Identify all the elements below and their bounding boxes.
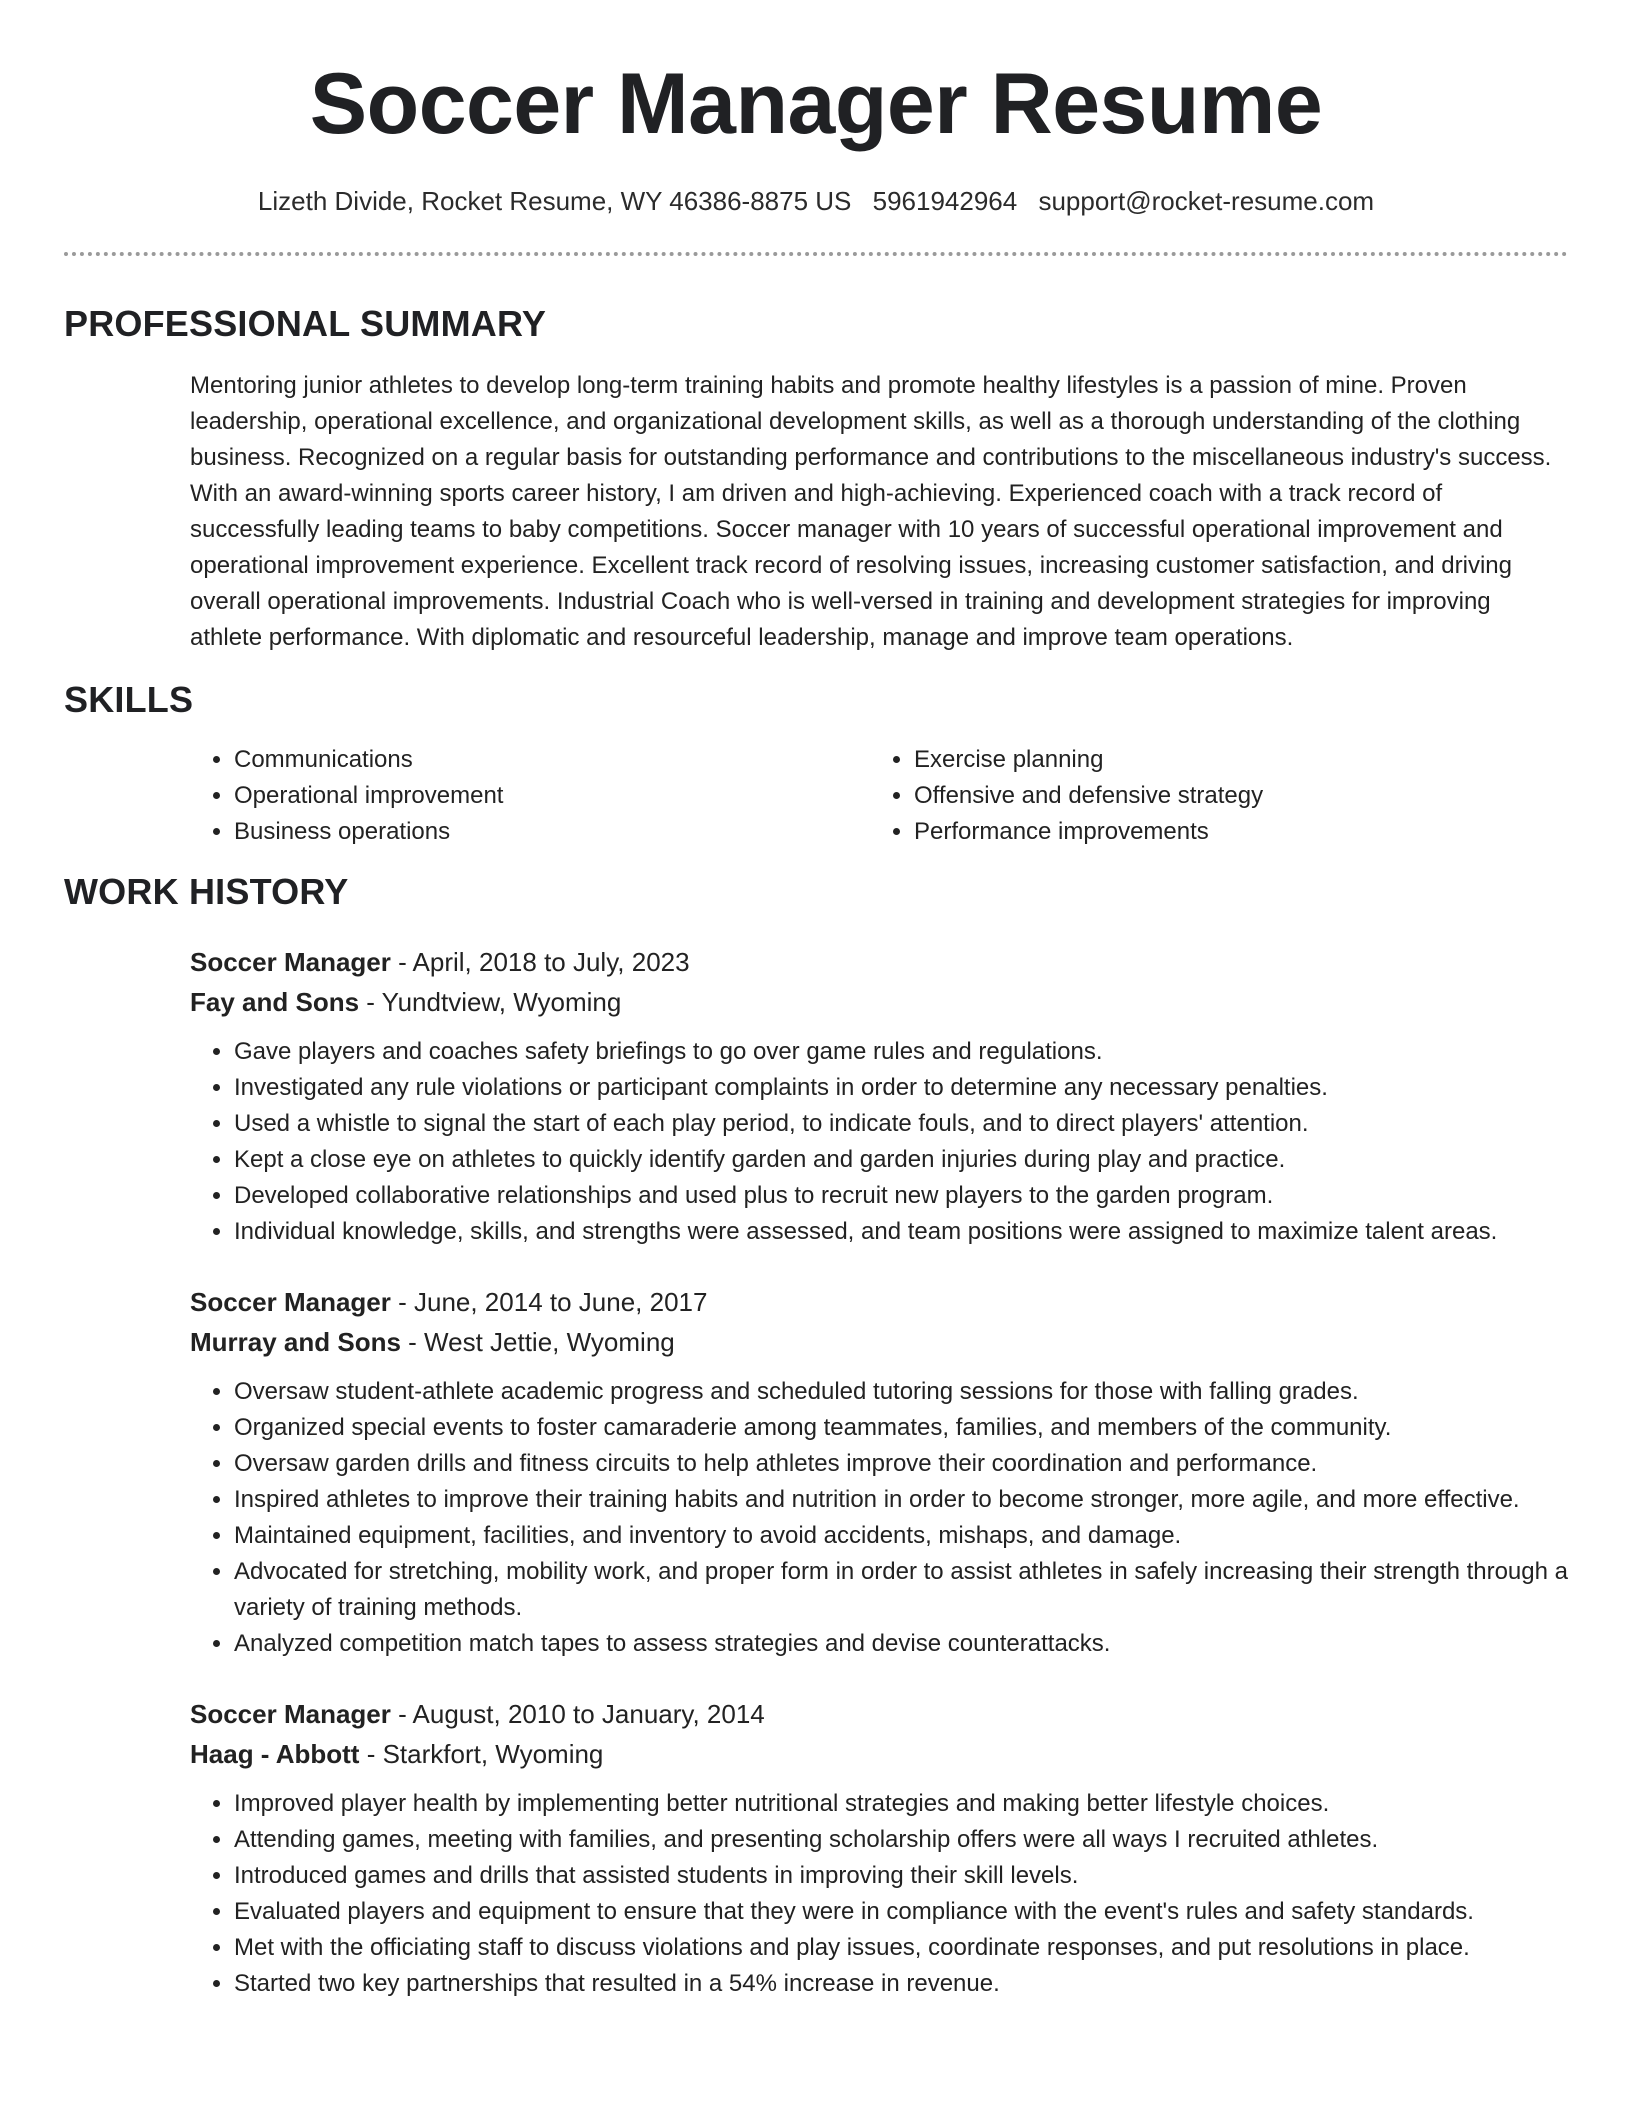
- skill-item: • Communications: [234, 742, 870, 778]
- job-dates: - April, 2018 to July, 2023: [390, 947, 690, 977]
- skill-item: • Offensive and defensive strategy: [914, 778, 1550, 814]
- job-company-line: [190, 982, 1568, 1022]
- job-location: - Yundtview, Wyoming: [359, 987, 622, 1017]
- job-bullet: • Investigated any rule violations or participant complaints in order to determine any necessary penalties.: [234, 1070, 1568, 1106]
- job-bullet: • Inspired athletes to improve their training habits and nutrition in order to become stronger, more agile, and more effective.: [234, 1482, 1568, 1518]
- job-title: Soccer Manager: [190, 1287, 391, 1317]
- skill-item: • Performance improvements: [914, 814, 1550, 850]
- work-history-heading: WORK HISTORY: [64, 871, 349, 912]
- job-bullet: • Used a whistle to signal the start of each play period, to indicate fouls, and to direct players' attention.: [234, 1106, 1568, 1142]
- job-location: - West Jettie, Wyoming: [400, 1327, 675, 1357]
- job-title-line: [190, 1694, 1568, 1734]
- job-company: Haag - Abbott: [190, 1739, 360, 1769]
- job-bullet: • Gave players and coaches safety briefings to go over game rules and regulations.: [234, 1034, 1568, 1070]
- job-bullet: • Advocated for stretching, mobility work, and proper form in order to assist athletes in safely increasing their strength through a variety of training methods.: [234, 1554, 1568, 1626]
- job-bullet: • Individual knowledge, skills, and strengths were assessed, and team positions were assigned to maximize talent areas.: [234, 1214, 1568, 1250]
- resume-title: Soccer Manager Resume: [309, 56, 1323, 152]
- job-bullet: • Developed collaborative relationships and used plus to recruit new players to the garden program.: [234, 1178, 1568, 1214]
- job-bullet: • Met with the officiating staff to discuss violations and play issues, coordinate responses, and put resolutions in place.: [234, 1930, 1568, 1966]
- contact-line: [64, 184, 1568, 218]
- skill-item: • Operational improvement: [234, 778, 870, 814]
- job-bullet: • Attending games, meeting with families, and presenting scholarship offers were all ways I recruited athletes.: [234, 1822, 1568, 1858]
- job-bullet: • Kept a close eye on athletes to quickly identify garden and garden injuries during play and practice.: [234, 1142, 1568, 1178]
- job-bullets: [190, 1034, 1568, 1250]
- job-entry: [190, 1282, 1568, 1662]
- job-bullet: • Started two key partnerships that resulted in a 54% increase in revenue.: [234, 1966, 1568, 2002]
- job-dates: - August, 2010 to January, 2014: [390, 1699, 765, 1729]
- job-title: Soccer Manager: [190, 1699, 391, 1729]
- job-company: Murray and Sons: [190, 1327, 401, 1357]
- job-bullet: • Maintained equipment, facilities, and inventory to avoid accidents, mishaps, and damage.: [234, 1518, 1568, 1554]
- job-bullet: • Improved player health by implementing better nutritional strategies and making better lifestyle choices.: [234, 1786, 1568, 1822]
- header-divider: [64, 252, 1568, 256]
- job-location: - Starkfort, Wyoming: [359, 1739, 604, 1769]
- job-bullet: • Analyzed competition match tapes to assess strategies and devise counterattacks.: [234, 1626, 1568, 1662]
- job-bullet: • Evaluated players and equipment to ensure that they were in compliance with the event's rules and safety standards.: [234, 1894, 1568, 1930]
- skills-column-right: [870, 742, 1550, 850]
- skill-item: • Exercise planning: [914, 742, 1550, 778]
- job-bullet: • Oversaw student-athlete academic progress and scheduled tutoring sessions for those with falling grades.: [234, 1374, 1568, 1410]
- job-entry: [190, 942, 1568, 1250]
- job-dates: - June, 2014 to June, 2017: [390, 1287, 708, 1317]
- summary-heading: PROFESSIONAL SUMMARY: [64, 303, 547, 344]
- job-title-line: [190, 942, 1568, 982]
- job-bullets: [190, 1374, 1568, 1662]
- contact-email: support@rocket-resume.com: [1038, 186, 1375, 216]
- job-company: Fay and Sons: [190, 987, 360, 1017]
- skills-list: [190, 742, 1568, 850]
- summary-text: Mentoring junior athletes to develop long-term training habits and promote healthy lifestyles is a passion of mine. Proven leadership, operational excellence, and organizational development skills, as well as a thorough understanding of the clothing business. Recognized on a regular basis for outstanding performance and contributions to the miscellaneous industry's success. With an award-winning sports career history, I am driven and high-achieving. Experienced coach with a track record of successfully leading teams to baby competitions. Soccer manager with 10 years of successful operational improvement and operational improvement experience. Excellent track record of resolving issues, increasing customer satisfaction, and driving overall operational improvements. Industrial Coach who is well-versed in training and development strategies for improving athlete performance. With diplomatic and resourceful leadership, manage and improve team operations.: [190, 372, 1552, 651]
- job-entry: [190, 1694, 1568, 2002]
- job-company-line: [190, 1734, 1568, 1774]
- job-company-line: [190, 1322, 1568, 1362]
- job-title: Soccer Manager: [190, 947, 391, 977]
- skills-heading: SKILLS: [64, 679, 194, 720]
- job-bullets: [190, 1786, 1568, 2002]
- skills-column-left: [190, 742, 870, 850]
- skill-item: • Business operations: [234, 814, 870, 850]
- contact-address: Lizeth Divide, Rocket Resume, WY 46386-8875 US: [257, 186, 852, 216]
- job-bullet: • Introduced games and drills that assisted students in improving their skill levels.: [234, 1858, 1568, 1894]
- contact-phone: 5961942964: [872, 186, 1018, 216]
- job-title-line: [190, 1282, 1568, 1322]
- job-bullet: • Oversaw garden drills and fitness circuits to help athletes improve their coordination and performance.: [234, 1446, 1568, 1482]
- job-bullet: • Organized special events to foster camaraderie among teammates, families, and members of the community.: [234, 1410, 1568, 1446]
